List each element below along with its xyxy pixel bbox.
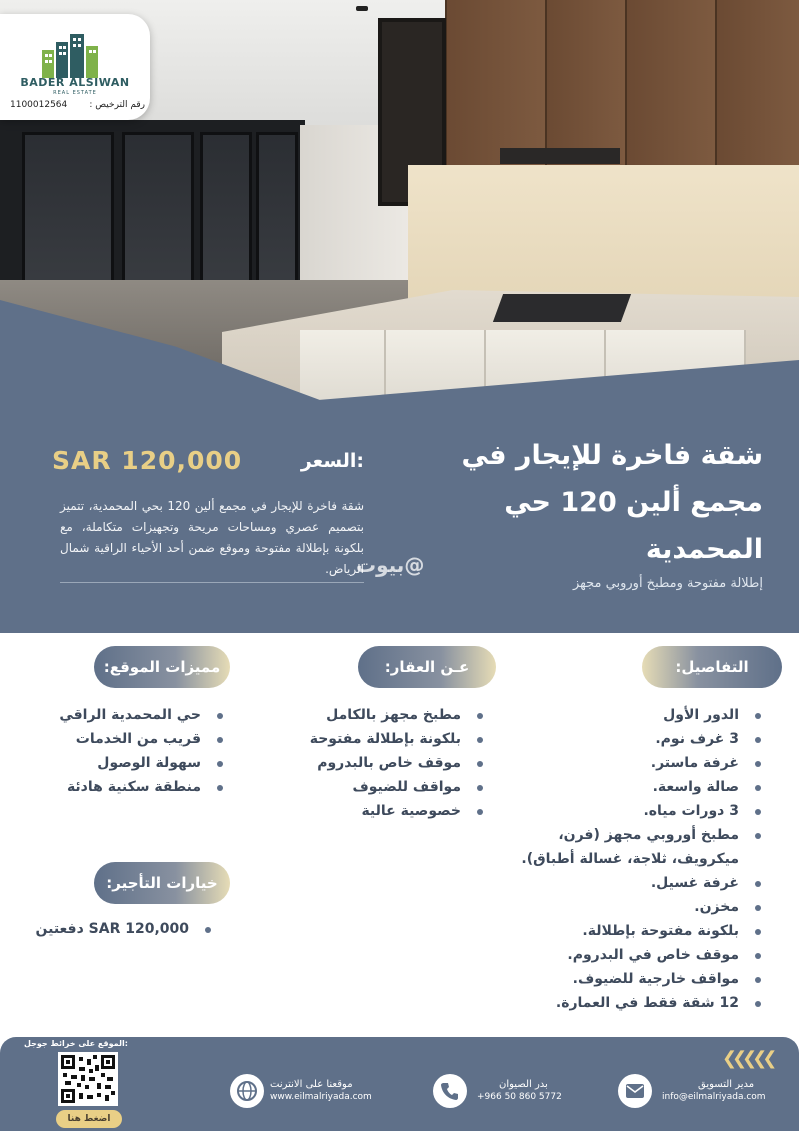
email-contact[interactable] [618, 1072, 788, 1112]
list-item: مطبخ أوروبي مجهز (فرن، ميكرويف، ثلاجة، غسالة أطباق). [505, 823, 765, 871]
qr-label: الموقع على خرائط جوجل: [24, 1039, 128, 1048]
price-row [52, 446, 364, 482]
phone-contact[interactable] [433, 1072, 573, 1112]
brand-logo-card [0, 14, 150, 120]
list-item: صالة واسعة. [505, 775, 765, 799]
qr-code-icon [61, 1055, 115, 1103]
qr-open-button[interactable]: اضغط هنا [56, 1110, 122, 1128]
title-line: مجمع ألين 120 حي [504, 487, 763, 518]
range-hood [500, 148, 620, 164]
list-item: حي المحمدية الراقي [27, 703, 227, 727]
list-item: مطبخ مجهز بالكامل [287, 703, 487, 727]
phone-icon [433, 1074, 467, 1108]
cooktop [493, 294, 631, 322]
license-row [10, 100, 145, 110]
listing-subtitle: إطلالة مفتوحة ومطبخ أوروبي مجهز [573, 576, 763, 591]
location-heading: مميزات الموقع: [103, 658, 221, 676]
listing-description: شقة فاخرة للإيجار في مجمع ألين 120 بحي المحمدية، تتميز بتصميم عصري ومساحات مريحة وتجهيزات متكاملة، مع بلكونة بإطلالة مفتوحة وموقع ضمن أحد الأحياء الراقية شمال الرياض. [60, 496, 364, 583]
list-item: منطقة سكنية هادئة [27, 775, 227, 799]
website-value[interactable]: www.eilmalriyada.com [270, 1092, 372, 1102]
phone-value[interactable]: +966 50 860 5772 [477, 1092, 562, 1102]
license-number: 1100012564 [10, 100, 68, 110]
list-item: موقف خاص بالبدروم [287, 751, 487, 775]
list-item: خصوصية عالية [287, 799, 487, 823]
details-list [505, 703, 765, 1015]
list-item: 12 شقة فقط في العمارة. [505, 991, 765, 1015]
phone-title: بدر الصيوان [499, 1079, 548, 1090]
property-heading: عـن العقار: [384, 658, 470, 676]
rental-list [15, 917, 215, 941]
listing-title [423, 432, 763, 573]
brand-subtitle: REAL ESTATE [53, 90, 97, 96]
list-item: الدور الأول [505, 703, 765, 727]
list-item: غرفة ماستر. [505, 751, 765, 775]
details-heading: التفاصيل: [675, 658, 749, 676]
rental-heading: خيارات التأجير: [106, 874, 218, 892]
list-item: 3 غرف نوم. [505, 727, 765, 751]
details-heading-pill [642, 646, 782, 688]
website-contact[interactable] [230, 1072, 390, 1112]
qr-code[interactable] [58, 1052, 118, 1106]
brand-name: BADER ALSIWAN [20, 76, 130, 89]
price-label: السعر: [300, 450, 364, 472]
email-title: مدير التسويق [698, 1079, 755, 1090]
list-item: غرفة غسيل. [505, 871, 765, 895]
property-list [287, 703, 487, 823]
globe-icon [230, 1074, 264, 1108]
location-heading-pill [94, 646, 230, 688]
chevrons-decoration-icon: ❮❮❮❮❮ [722, 1048, 773, 1069]
list-item: مواقف خارجية للضيوف. [505, 967, 765, 991]
list-item: SAR 120,000 دفعتين [15, 917, 215, 941]
title-line: المحمدية [645, 534, 763, 565]
list-item: مواقف للضيوف [287, 775, 487, 799]
license-label: رقم الترخيص : [89, 100, 145, 110]
backsplash [408, 165, 799, 305]
list-item: موقف خاص في البدروم. [505, 943, 765, 967]
location-list [27, 703, 227, 799]
mail-icon [618, 1074, 652, 1108]
list-item: بلكونة بإطلالة مفتوحة [287, 727, 487, 751]
list-item: بلكونة مفتوحة بإطلالة. [505, 919, 765, 943]
website-title: موقعنا على الانترنت [270, 1079, 353, 1090]
title-line: شقة فاخرة للإيجار في [461, 440, 763, 471]
list-item: قريب من الخدمات [27, 727, 227, 751]
watermark [356, 553, 424, 577]
property-heading-pill [358, 646, 496, 688]
watermark-icon: @ [404, 553, 425, 577]
price-value: SAR 120,000 [52, 446, 243, 475]
list-item: مخزن. [505, 895, 765, 919]
ceiling-light [356, 6, 368, 11]
list-item: سهولة الوصول [27, 751, 227, 775]
watermark-text: بيوت [356, 553, 405, 577]
rental-heading-pill [94, 862, 230, 904]
list-item: 3 دورات مياه. [505, 799, 765, 823]
email-value[interactable]: info@eilmalriyada.com [662, 1092, 766, 1102]
